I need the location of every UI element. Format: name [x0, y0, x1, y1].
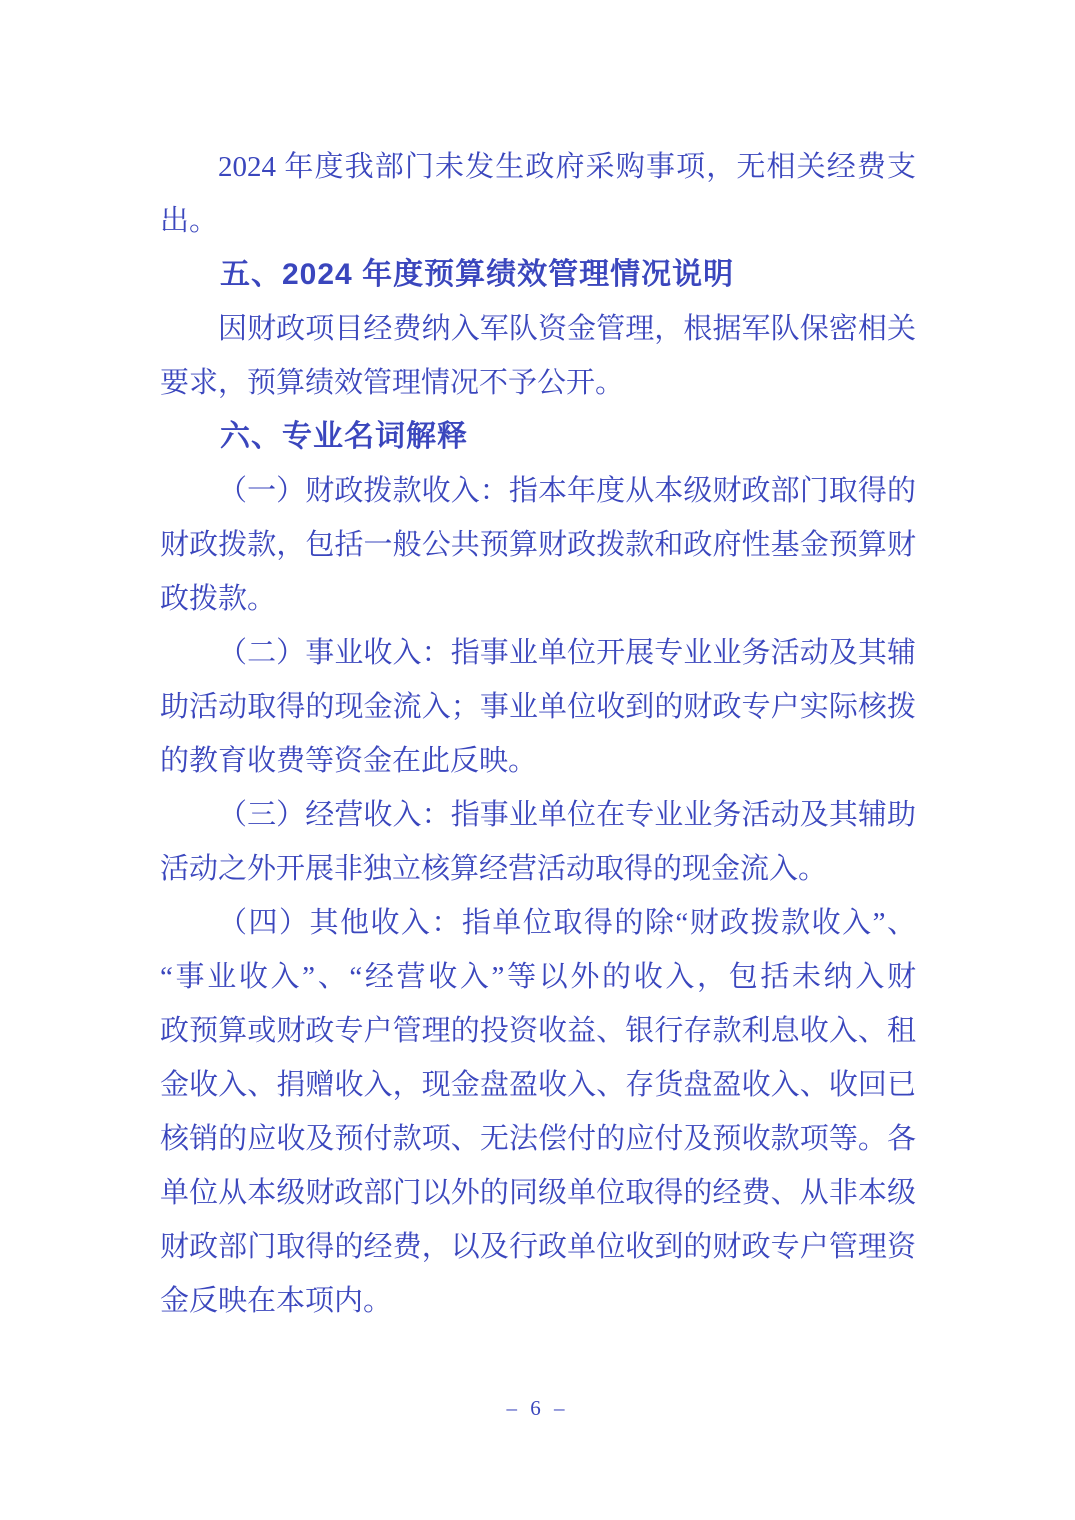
paragraph-line: 金收入、捐赠收入，现金盘盈收入、存货盘盈收入、收回已 — [160, 1069, 916, 1101]
paragraph-line: 政拨款。 — [160, 583, 277, 615]
document-body — [160, 140, 916, 1328]
paragraph-line: 政预算或财政专户管理的投资收益、银行存款利息收入、租 — [160, 1015, 916, 1047]
section-heading: 六、专业名词解释 — [220, 420, 468, 453]
paragraph-line: 财政拨款，包括一般公共预算财政拨款和政府性基金预算财 — [160, 529, 916, 561]
paragraph-line: 要求，预算绩效管理情况不予公开。 — [160, 367, 625, 399]
paragraph-line: （三）经营收入：指事业单位在专业业务活动及其辅助 — [218, 799, 916, 831]
paragraph-line: 核销的应收及预付款项、无法偿付的应付及预收款项等。各 — [160, 1123, 916, 1155]
paragraph-line: 出。 — [160, 205, 219, 237]
paragraph-line: 活动之外开展非独立核算经营活动取得的现金流入。 — [160, 853, 828, 885]
paragraph-line: 单位从本级财政部门以外的同级单位取得的经费、从非本级 — [160, 1177, 916, 1209]
paragraph-line: 因财政项目经费纳入军队资金管理，根据军队保密相关 — [218, 313, 916, 345]
paragraph-line: 的教育收费等资金在此反映。 — [160, 745, 538, 777]
page-footer — [0, 1396, 1075, 1421]
section-heading: 五、2024 年度预算绩效管理情况说明 — [220, 258, 735, 291]
paragraph-line: （二）事业收入：指事业单位开展专业业务活动及其辅 — [218, 637, 916, 669]
paragraph-line: 金反映在本项内。 — [160, 1285, 393, 1317]
paragraph-line: （四）其他收入：指单位取得的除“财政拨款收入”、 — [218, 907, 916, 939]
paragraph-line: （一）财政拨款收入：指本年度从本级财政部门取得的 — [218, 475, 916, 507]
page-number: – 6 – — [506, 1396, 569, 1420]
paragraph-line: “事业收入”、“经营收入”等以外的收入，包括未纳入财 — [160, 961, 916, 993]
paragraph-line: 2024 年度我部门未发生政府采购事项，无相关经费支 — [218, 151, 916, 183]
paragraph-line: 助活动取得的现金流入；事业单位收到的财政专户实际核拨 — [160, 691, 916, 723]
paragraph-line: 财政部门取得的经费，以及行政单位收到的财政专户管理资 — [160, 1231, 916, 1263]
